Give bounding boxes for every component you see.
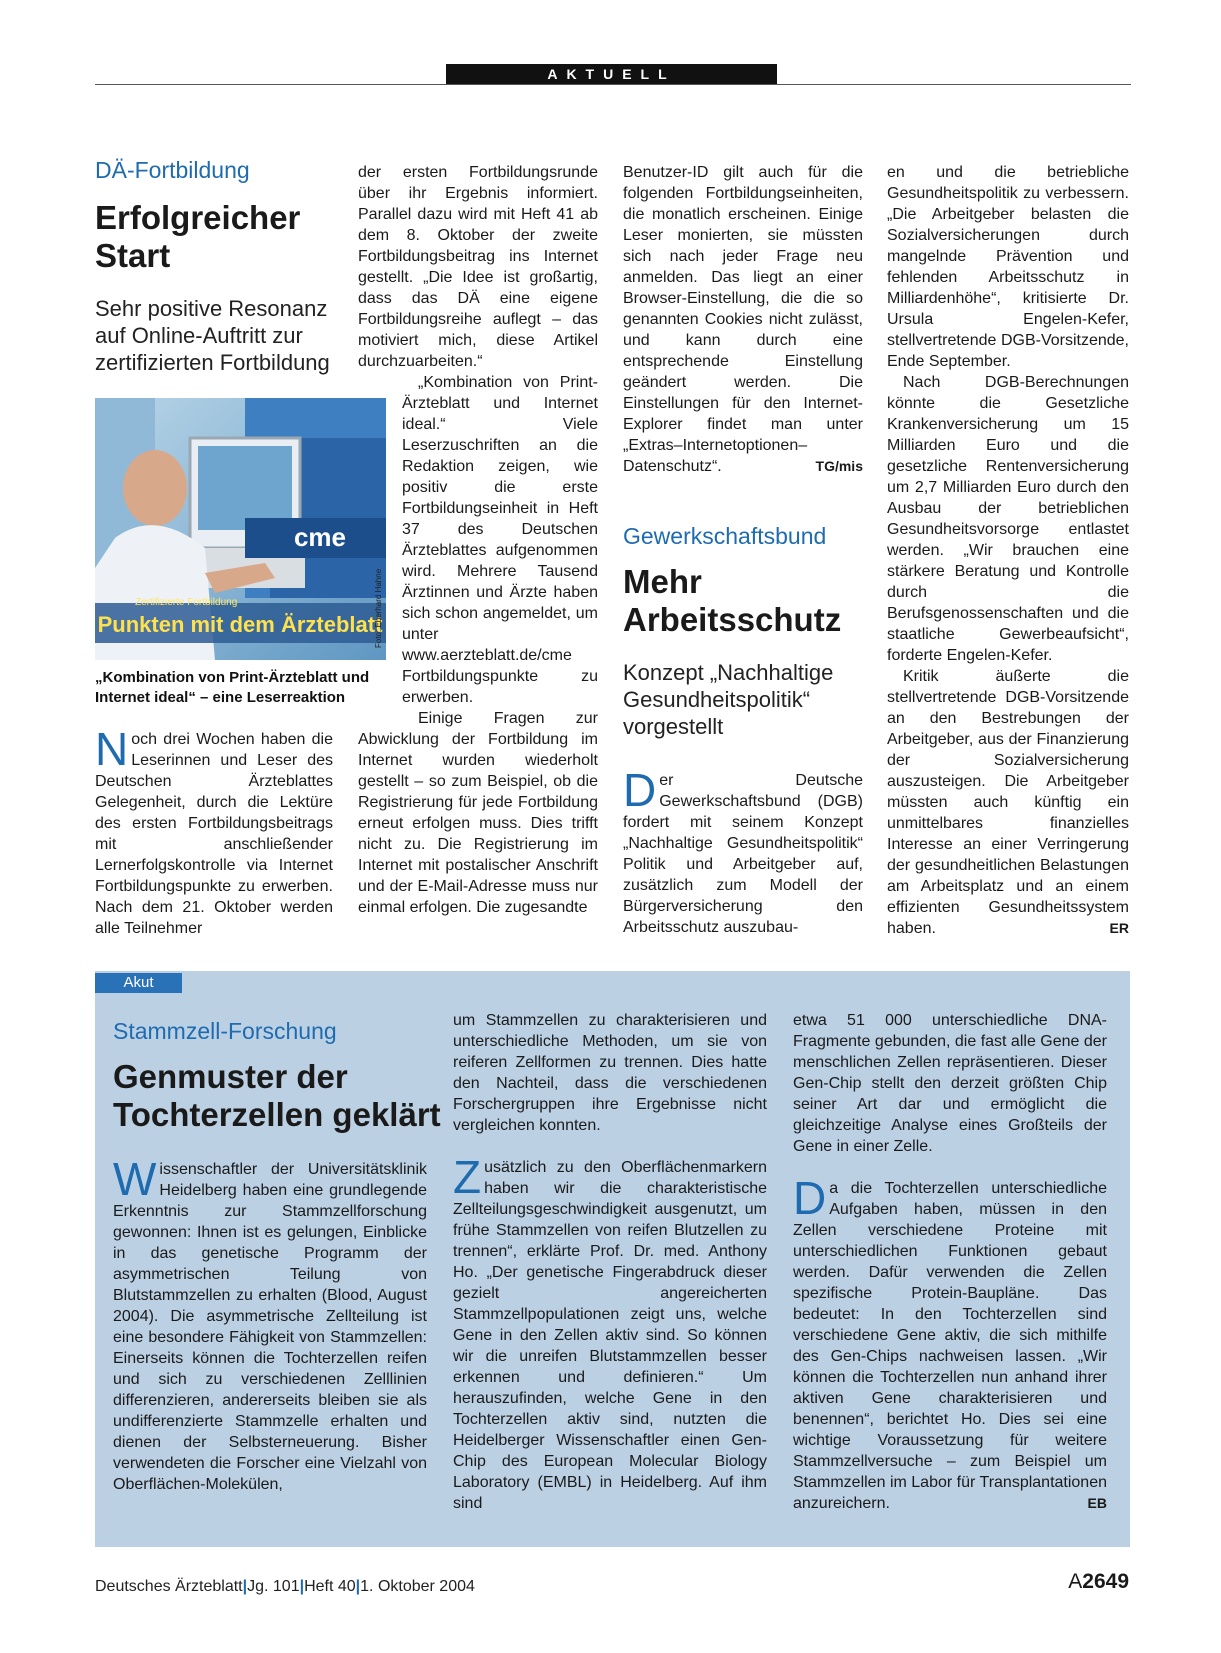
article1-signature: TG/mis [815, 458, 863, 474]
dropcap: D [793, 1172, 827, 1224]
footer-issue: Heft 40 [304, 1578, 356, 1595]
article1-headline: Erfolgreicher Start [95, 199, 301, 274]
article2-column2: en und die betriebliche Gesundheitspolitik zu verbessern. „Die Arbeitgeber belasten die Sozialversicherungen durch mangelnde Prävention und fehlenden Arbeitsschutz in Milliardenhöhe“, kritisierte Dr. Ursula Engelen-Kefer, stellvertretende DGB-Vorsitzende, Ende September. Nach DGB-Berechnungen könnte die Gesetzliche Krankenversicherung um 15 Milliarden Euro und die gesetzliche Rentenversicherung um 2,7 Milliarden Euro durch den Ausbau der betrieblichen Gesundheitsvorsorge entlastet werden. „Wir brauchen eine stärkere Beratung und Kontrolle durch die Berufsgenossenschaften und die staatliche Gewerbeaufsicht“, forderte Engelen-Kefer. Kritik äußerte die stellvertretende DGB-Vorsitzende an den Bestrebungen der Arbeitgeber, aus der Finanzierung der Sozialversicherung auszusteigen. Die Arbeitgeber müssten auch künftig ein unmittelbares finanzielles Interesse an einer Verringerung der gesundheitlichen Belastungen am Arbeitsplatz und an einem effizienten Gesundheitssystem haben. ER [887, 164, 1129, 937]
photo-credit: Foto: Eberhard Hahne [374, 568, 383, 648]
article1-deck: Sehr positive Resonanz auf Online-Auftritt zur zertifizierten Fortbildung [95, 296, 330, 375]
article3-signature: EB [1087, 1495, 1107, 1511]
article1-kicker: DÄ-Fortbildung [95, 157, 250, 183]
section-header: AKTUELL [446, 64, 777, 85]
photo-illustration [95, 398, 386, 660]
footer-volume: Jg. 101 [247, 1578, 300, 1595]
article1-column1: Noch drei Wochen haben die Leserinnen und Leser des Deutschen Ärzteblattes Gelegenheit, durch die Lektüre des ersten Fortbildungsbeitrags mit anschließender Lernerfolgskontrolle via Internet Fortbildungspunkte zu erwerben. Nach dem 21. Oktober werden alle Teilnehmer [95, 723, 333, 937]
footer-journal: Deutsches Ärzteblatt [95, 1578, 243, 1595]
article1-column2: der ersten Fortbildungsrunde über ihr Ergebnis informiert. Parallel dazu wird mit Heft 41 ab dem 8. Oktober der zweite Fortbildungsbeitrag ins Internet gestellt. „Die Idee ist großartig, dass das DÄ eine eigene Fortbildungsreihe auflegt – das motiviert mich, diese Artikel durchzuarbeiten.“ „Kombination von Print-Ärzteblatt und Internet ideal.“ Viele Leserzuschriften an die Redaktion zeigen, wie positiv die erste Fortbildungseinheit in Heft 37 des Deutschen Ärzteblattes aufgenommen wird. Mehrere Tausend Ärztinnen und Ärzte haben sich schon angemeldet, um unter www.aerzteblatt.de/cme Fortbildungspunkte zu erwerben. Einige Fragen zur Abwicklung der Fortbildung im Internet wurden wiederholt gestellt – so zum Beispiel, ob die Registrierung für jede Fortbildung erneut erfolgen muss. Dies trifft nicht zu. Die Registrierung im Internet mit postalischer Anschrift und der E-Mail-Adresse muss nur einmal erfolgen. Die zugesandte [358, 164, 598, 916]
dropcap: N [95, 723, 129, 775]
article2-kicker: Gewerkschaftsbund [623, 523, 827, 549]
article1-column3: Benutzer-ID gilt auch für die folgenden Fortbildungseinheiten, die monatlich erscheinen. Einige Leser monierten, sie müssten sich nach jeder Frage neu anmelden. Das liegt an einer Browser-Einstellung, die die so genannten Cookies nicht zulässt, und kann durch eine entsprechende Einstellung geändert werden. Die Einstellungen für den Internet-Explorer findet man unter „Extras–Internetoptionen–Datenschutz“. TG/mis [623, 164, 863, 475]
article2-column1: Der Deutsche Gewerkschaftsbund (DGB) fordert mit seinem Konzept „Nachhaltige Gesundheitspolitik“ Politik und Arbeitgeber auf, zusätzlich zum Modell der Bürgerversicherung den Arbeitsschutz auszubau- [623, 764, 863, 936]
article2-headline: Mehr Arbeitsschutz [623, 563, 842, 638]
akut-tag: Akut [95, 973, 182, 993]
dropcap: D [623, 764, 657, 816]
dropcap: W [113, 1153, 157, 1205]
article1-caption: „Kombination von Print-Ärzteblatt und Internet ideal“ – eine Leserreaktion [95, 669, 370, 706]
article3-column2: um Stammzellen zu charakterisieren und unterschiedliche Methoden, um sie von reiferen Zellformen zu trennen. Dies hatte den Nachteil, dass die verschiedenen Forschergruppen ihre Ergebnisse nicht vergleichen konnten. Zusätzlich zu den Oberflächenmarkern haben wir die charakteristische Zellteilungsgeschwindigkeit ausgenutzt, um frühe Stammzellen von reifen Blutzellen zu trennen“, erklärte Prof. Dr. med. Anthony Ho. „Der genetische Fingerabdruck dieser gezielt angereicherten Stammzellpopulationen zeigt uns, welche Gene in den Zellen aktiv sind. So können wir die unreifen Blutstammzellen besser erkennen und definieren.“ Um herauszufinden, welche Gene in den Tochterzellen aktiv sind, nutzten die Heidelberger Wissenschaftler einen Gen-Chip des European Molecular Biology Laboratory (EMBL) in Heidelberg. Auf ihm sind [453, 1012, 767, 1512]
article1-photo [95, 398, 386, 660]
photo-banner-text: Punkten mit dem Ärzteblatt [97, 612, 383, 637]
article3-kicker: Stammzell-Forschung [113, 1018, 337, 1044]
article2-signature: ER [1109, 920, 1129, 936]
article3-headline: Genmuster der Tochterzellen geklärt [113, 1058, 441, 1133]
photo-small-text: Zertifizierte Fortbildung [135, 597, 238, 608]
article3-column3: etwa 51 000 unterschiedliche DNA-Fragmente gebunden, die fast alle Gene der menschlichen Zellen repräsentieren. Dieser Gen-Chip stellt den derzeit größten Chip seiner Art dar und ermöglicht die gleichzeitige Analyse eines Großteils der Gene in einer Zelle. Da die Tochterzellen unterschiedliche Aufgaben haben, müssen in den Zellen verschiedene Proteine mit unterschiedlichen Funktionen gebaut werden. Dafür verwenden die Zellen spezifische Protein-Baupläne. Das bedeutet: In den Tochterzellen sind verschiedene Gene aktiv, die sich mithilfe des Gen-Chips nachweisen lassen. „Wir können die Tochterzellen nun anhand ihrer aktiven Gene charakterisieren und benennen“, berichtet Ho. Dies sei eine wichtige Voraussetzung für weitere Stammzellversuche – zum Beispiel um Stammzellen im Labor für Transplantationen anzureichern. EB [793, 1012, 1107, 1512]
page-number: A2649 [1068, 1570, 1129, 1593]
article3-column1: Wissenschaftler der Universitätsklinik Heidelberg haben eine grundlegende Erkenntnis zur Stammzellforschung gewonnen: Ihnen ist es gelungen, Einblicke in das genetische Programm der asymmetrischen Teilung von Blutstammzellen zu erhalten (Blood, August 2004). Die asymmetrische Zellteilung ist eine besondere Fähigkeit von Stammzellen: Einerseits können die Tochterzellen reifen und sich zu verschiedenen Zelllinien differenzieren, andererseits bleiben sie als undifferenzierte Stammzelle erhalten und dienen der Selbsterneuerung. Bisher verwendeten die Forscher eine Vielzahl von Oberflächen-Molekülen, [113, 1153, 427, 1493]
header-rule [95, 84, 1131, 85]
footer-date: 1. Oktober 2004 [360, 1578, 475, 1595]
photo-screen-text: cme [293, 522, 347, 552]
article2-deck: Konzept „Nachhaltige Gesundheitspolitik“ vorgestellt [623, 660, 834, 739]
dropcap: Z [453, 1151, 482, 1203]
footer-info: Deutsches Ärzteblatt|Jg. 101|Heft 40|1. Oktober 2004 [95, 1578, 475, 1595]
